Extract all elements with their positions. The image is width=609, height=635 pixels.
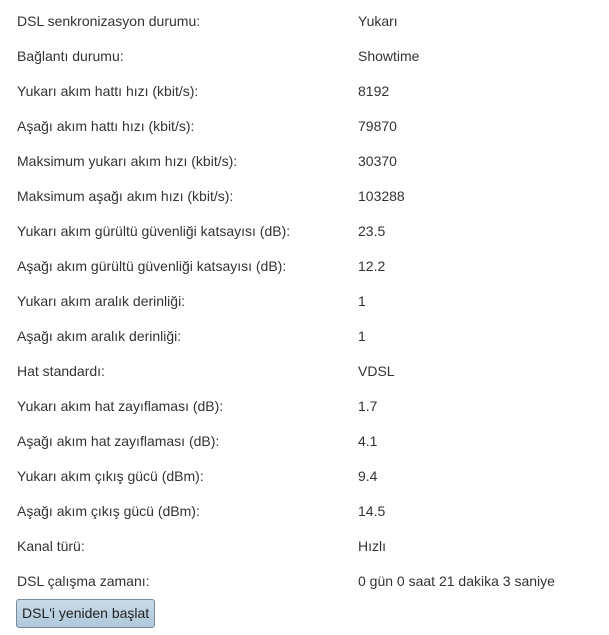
row-downstream-output-power (0, 494, 609, 529)
row-downstream-noise-margin (0, 249, 609, 284)
label-downstream-output-power: Aşağı akım çıkış gücü (dBm): (17, 503, 200, 519)
label-downstream-noise-margin: Aşağı akım gürültü güvenliği katsayısı (dB): (17, 258, 287, 274)
value-channel-type: Hızlı (358, 538, 386, 554)
label-connection-status: Bağlantı durumu: (17, 48, 124, 64)
label-upstream-attenuation: Yukarı akım hat zayıflaması (dB): (17, 398, 224, 414)
dsl-info-table (0, 4, 609, 599)
row-upstream-rate (0, 74, 609, 109)
label-channel-type: Kanal türü: (17, 538, 85, 554)
row-upstream-output-power (0, 459, 609, 494)
row-upstream-noise-margin (0, 214, 609, 249)
row-dsl-uptime (0, 564, 609, 599)
label-dsl-uptime: DSL çalışma zamanı: (17, 573, 150, 589)
row-upstream-attenuation (0, 389, 609, 424)
value-upstream-rate: 8192 (358, 83, 390, 99)
row-downstream-interleave-depth (0, 319, 609, 354)
label-upstream-interleave-depth: Yukarı akım aralık derinliği: (17, 293, 186, 309)
value-downstream-rate: 79870 (358, 118, 397, 134)
row-max-downstream-rate (0, 179, 609, 214)
row-sync-status (0, 4, 609, 39)
value-downstream-attenuation: 4.1 (358, 433, 378, 449)
label-sync-status: DSL senkronizasyon durumu: (17, 13, 201, 29)
label-max-downstream-rate: Maksimum aşağı akım hızı (kbit/s): (17, 188, 234, 204)
value-line-standard: VDSL (358, 363, 395, 379)
value-downstream-interleave-depth: 1 (358, 328, 366, 344)
restart-dsl-button[interactable]: DSL'i yeniden başlat (16, 599, 155, 628)
value-upstream-attenuation: 1.7 (358, 398, 378, 414)
value-sync-status: Yukarı (358, 13, 398, 29)
value-downstream-output-power: 14.5 (358, 503, 386, 519)
value-upstream-output-power: 9.4 (358, 468, 378, 484)
row-upstream-interleave-depth (0, 284, 609, 319)
row-max-upstream-rate (0, 144, 609, 179)
row-connection-status (0, 39, 609, 74)
label-downstream-attenuation: Aşağı akım hat zayıflaması (dB): (17, 433, 220, 449)
label-upstream-rate: Yukarı akım hattı hızı (kbit/s): (17, 83, 199, 99)
label-downstream-interleave-depth: Aşağı akım aralık derinliği: (17, 328, 182, 344)
value-upstream-noise-margin: 23.5 (358, 223, 386, 239)
row-downstream-attenuation (0, 424, 609, 459)
label-max-upstream-rate: Maksimum yukarı akım hızı (kbit/s): (17, 153, 238, 169)
label-upstream-noise-margin: Yukarı akım gürültü güvenliği katsayısı (dB): (17, 223, 291, 239)
value-downstream-noise-margin: 12.2 (358, 258, 386, 274)
value-dsl-uptime: 0 gün 0 saat 21 dakika 3 saniye (358, 573, 555, 589)
row-downstream-rate (0, 109, 609, 144)
value-max-upstream-rate: 30370 (358, 153, 397, 169)
row-line-standard (0, 354, 609, 389)
row-channel-type (0, 529, 609, 564)
label-upstream-output-power: Yukarı akım çıkış gücü (dBm): (17, 468, 204, 484)
label-line-standard: Hat standardı: (17, 363, 105, 379)
value-connection-status: Showtime (358, 48, 420, 64)
value-max-downstream-rate: 103288 (358, 188, 405, 204)
value-upstream-interleave-depth: 1 (358, 293, 366, 309)
label-downstream-rate: Aşağı akım hattı hızı (kbit/s): (17, 118, 195, 134)
